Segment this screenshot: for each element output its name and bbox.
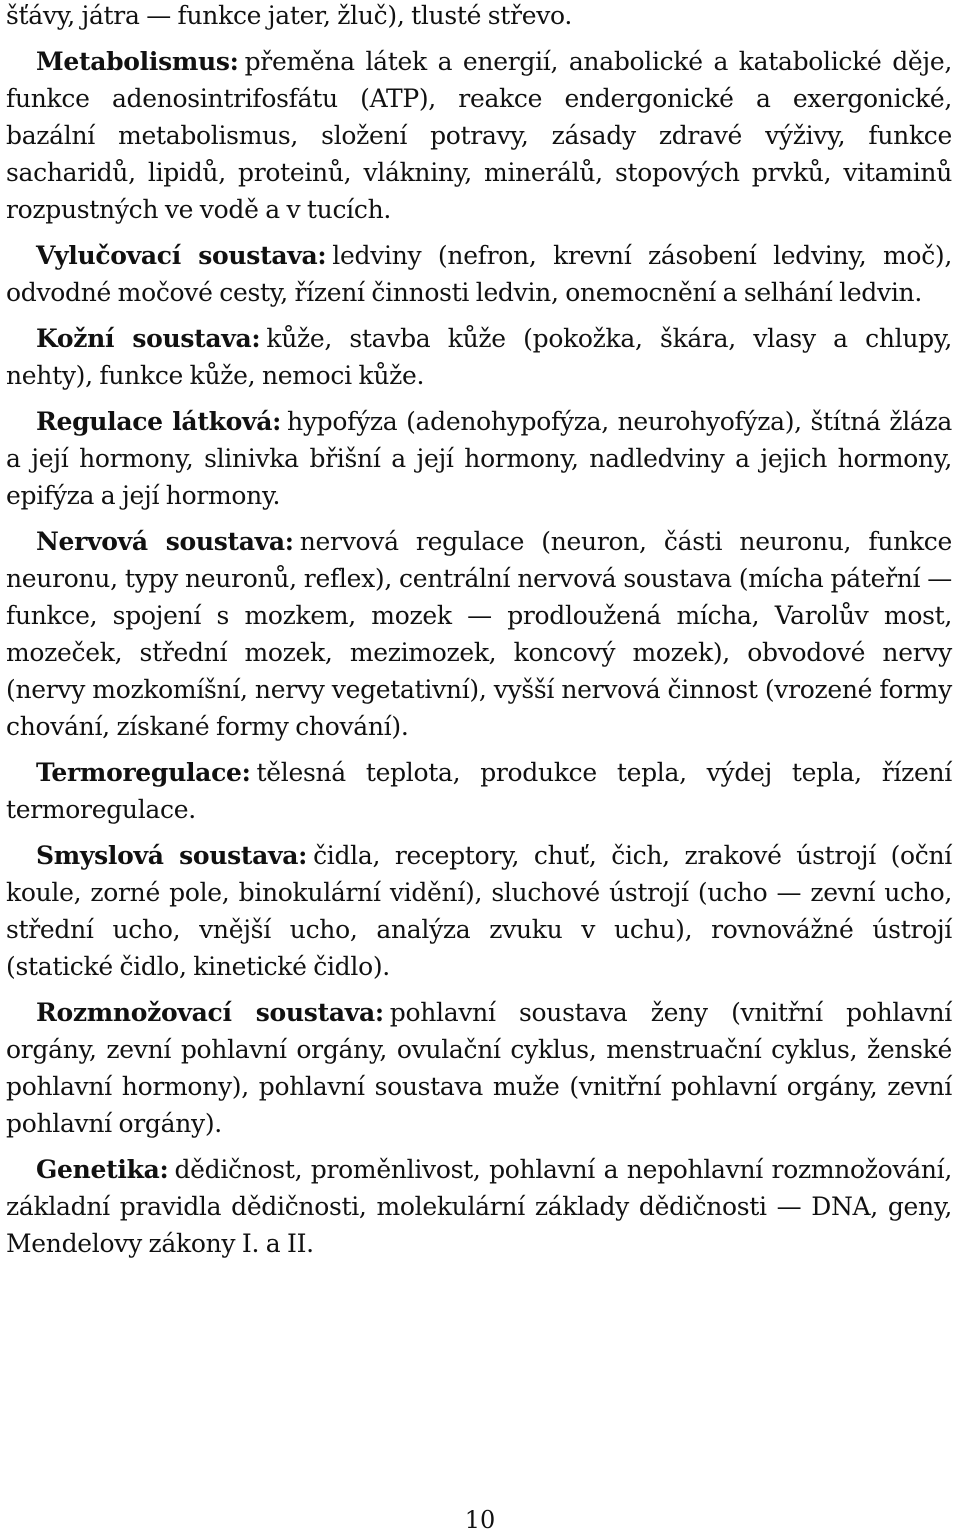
page-number: 10	[464, 1506, 496, 1534]
section-text: čidla, receptory, chuť, čich, zrakové ústrojí (oční koule, zorné pole, binokulární vidění), sluchové ústrojí (ucho — zevní ucho, střední ucho, vnější ucho, analýza zvuku v uchu), rovnovážné ústrojí (statické čidlo, kinetické čidlo).	[6, 841, 953, 981]
section-text: nervová regulace (neuron, části neuronu, funkce neuronu, typy neuronů, reflex), centrální nervová soustava (mícha páteřní — funkce, spojení s mozkem, mozek — prodloužená mícha, Varolův most, mozeček, střední mozek, mezimozek, koncový mozek), obvodové nervy (nervy mozkomíšní, nervy vegetativní), vyšší nervová činnost (vrozené formy chování, získané formy chování).	[6, 527, 952, 741]
section-rozmnozovaci-soustava	[6, 994, 952, 1142]
section-text: pohlavní soustava ženy (vnitřní pohlavní orgány, zevní pohlavní orgány, ovulační cyklus, menstruační cyklus, ženské pohlavní hormony), pohlavní soustava muže (vnitřní pohlavní orgány, zevní pohlavní orgány).	[6, 998, 952, 1138]
section-term: Regulace látková:	[36, 407, 282, 436]
section-term: Vylučovací soustava:	[36, 241, 327, 270]
section-termoregulace	[6, 754, 952, 828]
section-term: Kožní soustava:	[36, 324, 261, 353]
section-smyslova-soustava	[6, 837, 952, 985]
section-nervova-soustava	[6, 523, 952, 745]
section-term: Smyslová soustava:	[36, 841, 308, 870]
document-page	[6, 0, 952, 1262]
section-term: Rozmnožovací soustava:	[36, 998, 384, 1027]
section-text: hypofýza (adenohypofýza, neurohyofýza), štítná žláza a její hormony, slinivka břišní a její hormony, nadledviny a jejich hormony, epifýza a její hormony.	[6, 407, 952, 510]
section-text: tělesná teplota, produkce tepla, výdej tepla, řízení termoregulace.	[6, 758, 952, 824]
section-regulace-latkova	[6, 403, 952, 514]
section-term: Metabolismus:	[36, 47, 239, 76]
section-term: Nervová soustava:	[36, 527, 294, 556]
section-metabolismus	[6, 43, 952, 228]
section-term: Termoregulace:	[36, 758, 251, 787]
section-vylucovaci-soustava	[6, 237, 952, 311]
top-fragment: šťávy, játra — funkce jater, žluč), tlusté střevo.	[6, 1, 572, 30]
section-text: ledviny (nefron, krevní zásobení ledviny, moč), odvodné močové cesty, řízení činnosti ledvin, onemocnění a selhání ledvin.	[6, 241, 952, 307]
section-genetika	[6, 1151, 952, 1262]
section-kozni-soustava	[6, 320, 952, 394]
section-term: Genetika:	[36, 1155, 169, 1184]
section-text: kůže, stavba kůže (pokožka, škára, vlasy a chlupy, nehty), funkce kůže, nemoci kůže.	[6, 324, 952, 390]
section-text: dědičnost, proměnlivost, pohlavní a nepohlavní rozmnožování, základní pravidla dědičnosti, molekulární základy dědičnosti — DNA, geny, Mendelovy zákony I. a II.	[6, 1155, 952, 1258]
section-text: přeměna látek a energií, anabolické a katabolické děje, funkce adenosintrifosfátu (ATP), reakce endergonické a exergonické, bazální metabolismus, složení potravy, zásady zdravé výživy, funkce sacharidů, lipidů, proteinů, vlákniny, minerálů, stopových prvků, vitaminů rozpustných ve vodě a v tucích.	[6, 47, 952, 224]
